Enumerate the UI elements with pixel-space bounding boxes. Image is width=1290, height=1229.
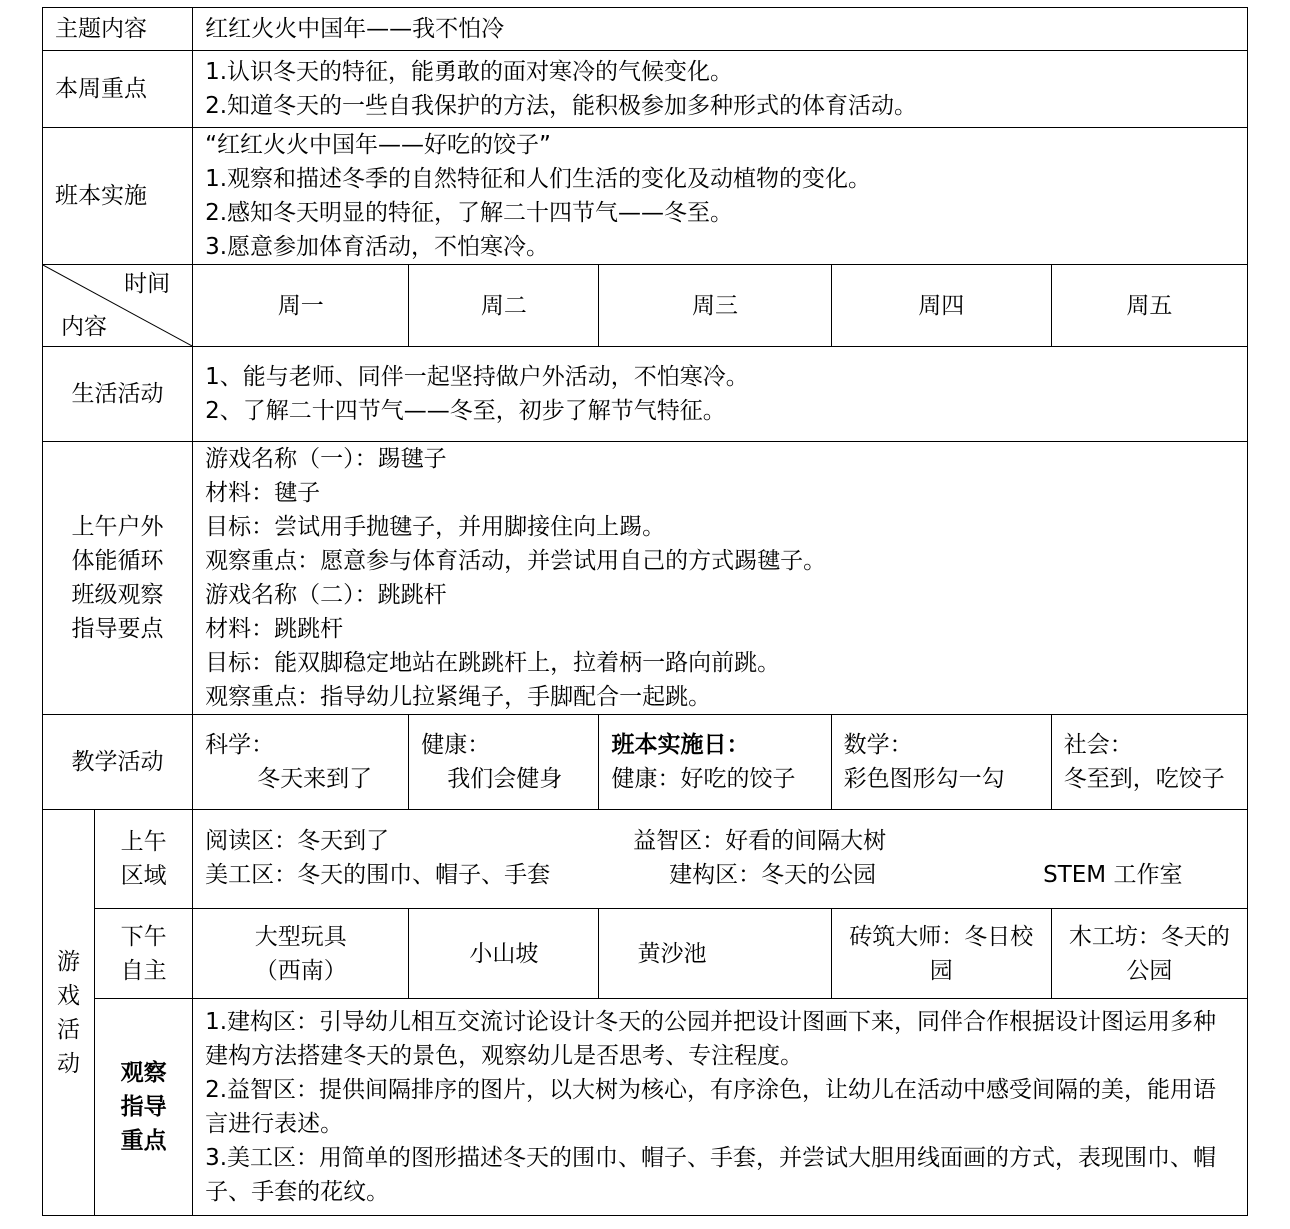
outdoor-label — [43, 442, 193, 715]
outdoor-row — [43, 442, 1248, 715]
outdoor-item: 目标：能双脚稳定地站在跳跳杆上，拉着柄一路向前跳。 — [205, 650, 781, 676]
am-label — [95, 810, 193, 909]
pm-cell-line: （西南） — [254, 957, 347, 984]
pm-label-line: 下午 — [120, 923, 167, 950]
theme-label: 主题内容 — [43, 8, 193, 51]
game-label-char: 动 — [57, 1050, 81, 1077]
obs-item: 2.益智区：提供间隔排序的图片，以大树为核心，有序涂色，让幼儿在活动中感受间隔的美，能用语言进行表述。 — [205, 1077, 1217, 1137]
header-row — [43, 265, 1248, 347]
teaching-label: 教学活动 — [43, 715, 193, 810]
area-building: 建构区：冬天的公园 — [669, 862, 877, 888]
outdoor-item: 观察重点：愿意参与体育活动，并尝试用自己的方式踢毽子。 — [205, 548, 827, 574]
area-stem: STEM 工作室 — [1043, 862, 1183, 888]
day-header-fri: 周五 — [1051, 265, 1247, 347]
obs-item: 3.美工区：用简单的图形描述冬天的围巾、帽子、手套，并尝试大胆用线面画的方式，表现围巾、帽子、手套的花纹。 — [205, 1145, 1217, 1205]
pm-cell-line: 木工坊：冬天的 — [1068, 923, 1230, 950]
life-row — [43, 347, 1248, 442]
weekly-focus-content — [193, 51, 1248, 128]
class-impl-item: “红红火火中国年——好吃的饺子” — [205, 132, 551, 158]
obs-label — [95, 999, 193, 1216]
pm-label-line: 自主 — [120, 957, 167, 984]
content-header-label: 内容 — [61, 314, 107, 340]
teaching-subject: 数学： — [843, 732, 913, 758]
outdoor-item: 目标：尝试用手抛毽子，并用脚接住向上踢。 — [205, 514, 666, 540]
class-impl-item: 1.观察和描述冬季的自然特征和人们生活的变化及动植物的变化。 — [205, 166, 872, 192]
teaching-subject: 社会： — [1063, 732, 1133, 758]
teaching-topic: 彩色图形勾一勾 — [843, 766, 1005, 792]
diagonal-header-cell — [43, 265, 193, 347]
outdoor-item: 游戏名称（一）：踢毽子 — [205, 446, 447, 472]
teaching-row — [43, 715, 1248, 810]
obs-label-line: 重点 — [120, 1128, 167, 1154]
weekly-plan-table — [42, 7, 1248, 1216]
teaching-cell-tue — [409, 715, 599, 810]
day-header-thu: 周四 — [831, 265, 1051, 347]
teaching-cell-thu — [831, 715, 1051, 810]
pm-cell-line: 黄沙池 — [637, 940, 707, 967]
day-header-wed: 周三 — [599, 265, 831, 347]
am-label-line: 上午 — [120, 829, 167, 855]
teaching-cell-fri — [1051, 715, 1247, 810]
outdoor-item: 材料：毽子 — [205, 480, 321, 506]
pm-cell-line: 园 — [929, 957, 953, 984]
pm-cell-line: 砖筑大师：冬日校 — [849, 923, 1034, 950]
teaching-subject: 科学： — [205, 732, 275, 758]
weekly-focus-row — [43, 51, 1248, 128]
teaching-subject: 健康： — [421, 732, 491, 758]
teaching-subject: 班本实施日： — [611, 732, 750, 758]
area-art: 美工区：冬天的围巾、帽子、手套 — [205, 862, 551, 888]
pm-cell-fri — [1051, 909, 1247, 999]
weekly-focus-item: 2.知道冬天的一些自我保护的方法，能积极参加多种形式的体育活动。 — [205, 93, 918, 119]
game-label-char: 游 — [57, 948, 81, 975]
obs-content — [193, 999, 1248, 1216]
time-header-label: 时间 — [124, 271, 171, 297]
game-am-row — [43, 810, 1248, 909]
theme-value: 红红火火中国年——我不怕冷 — [193, 8, 1248, 51]
pm-cell-tue — [409, 909, 599, 999]
class-impl-label: 班本实施 — [43, 128, 193, 265]
outdoor-item: 游戏名称（二）：跳跳杆 — [205, 582, 447, 608]
class-impl-row — [43, 128, 1248, 265]
outdoor-label-line: 班级观察 — [71, 582, 164, 608]
outdoor-content — [193, 442, 1248, 715]
day-header-tue: 周二 — [409, 265, 599, 347]
outdoor-label-line: 上午户外 — [71, 514, 164, 540]
pm-cell-mon — [193, 909, 409, 999]
pm-cell-wed — [599, 909, 831, 999]
obs-label-line: 指导 — [120, 1094, 167, 1120]
teaching-topic: 健康：好吃的饺子 — [611, 766, 796, 792]
obs-item: 1.建构区：引导幼儿相互交流讨论设计冬天的公园并把设计图画下来，同伴合作根据设计图运用多种建构方法搭建冬天的景色，观察幼儿是否思考、专注程度。 — [205, 1009, 1217, 1069]
pm-cell-line: 公园 — [1126, 957, 1173, 984]
game-label-char: 戏 — [57, 982, 81, 1009]
teaching-cell-mon — [193, 715, 409, 810]
pm-cell-line: 大型玩具 — [254, 923, 347, 950]
outdoor-label-line: 体能循环 — [71, 548, 164, 574]
life-item: 1、能与老师、同伴一起坚持做户外活动，不怕寒冷。 — [205, 364, 749, 390]
life-item: 2、了解二十四节气——冬至，初步了解节气特征。 — [205, 398, 726, 424]
game-obs-row — [43, 999, 1248, 1216]
class-impl-content — [193, 128, 1248, 265]
game-label-char: 活 — [57, 1016, 81, 1043]
teaching-topic: 冬至到，吃饺子 — [1063, 766, 1225, 792]
life-label: 生活活动 — [43, 347, 193, 442]
life-content — [193, 347, 1248, 442]
game-pm-row — [43, 909, 1248, 999]
outdoor-item: 材料：跳跳杆 — [205, 616, 344, 642]
game-label — [43, 810, 95, 1216]
teaching-topic: 我们会健身 — [447, 766, 563, 792]
theme-row — [43, 8, 1248, 51]
weekly-focus-label: 本周重点 — [43, 51, 193, 128]
class-impl-item: 2.感知冬天明显的特征，了解二十四节气——冬至。 — [205, 200, 734, 226]
outdoor-item: 观察重点：指导幼儿拉紧绳子，手脚配合一起跳。 — [205, 684, 712, 710]
class-impl-item: 3.愿意参加体育活动，不怕寒冷。 — [205, 234, 550, 260]
am-label-line: 区域 — [120, 863, 167, 889]
area-reading: 阅读区：冬天到了 — [205, 828, 390, 854]
obs-label-line: 观察 — [120, 1060, 167, 1086]
teaching-topic: 冬天来到了 — [257, 766, 373, 792]
area-puzzle: 益智区：好看的间隔大树 — [633, 828, 887, 854]
pm-cell-line: 小山坡 — [469, 940, 539, 967]
pm-cell-thu — [831, 909, 1051, 999]
weekly-focus-item: 1.认识冬天的特征，能勇敢的面对寒冷的气候变化。 — [205, 59, 734, 85]
am-areas — [193, 810, 1248, 909]
teaching-cell-wed — [599, 715, 831, 810]
pm-label — [95, 909, 193, 999]
day-header-mon: 周一 — [193, 265, 409, 347]
outdoor-label-line: 指导要点 — [71, 616, 164, 642]
